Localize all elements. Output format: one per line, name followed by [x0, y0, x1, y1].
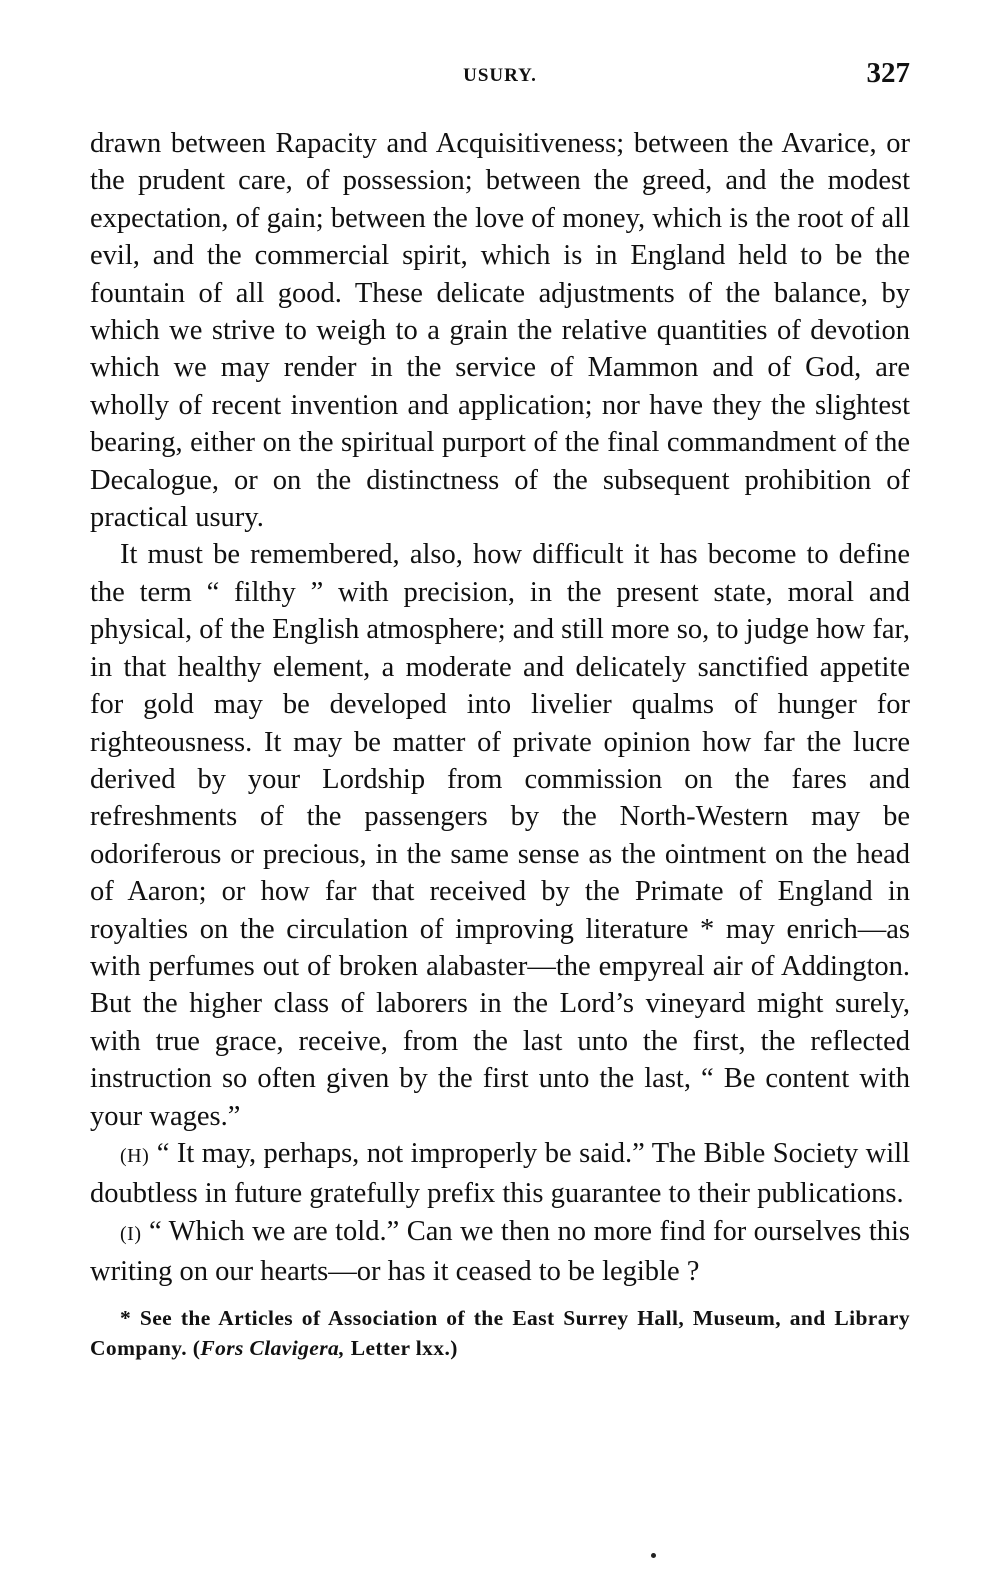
note-h-text: “ It may, perhaps, not improperly be said.” The Bible Society will doubtless in future gratefully prefix this guarantee to their publications.	[90, 1137, 911, 1210]
note-i-paragraph	[90, 1213, 910, 1291]
note-h-marker: (H)	[120, 1144, 150, 1167]
note-i-text: “ Which we are told.” Can we then no more find for ourselves this writing on our hearts—or has it ceased to be legible ?	[90, 1215, 911, 1288]
footnote-citation-open: (	[192, 1335, 201, 1360]
page-number: 327	[866, 57, 910, 89]
footnote-text: * See the Articles of Association of the East Surrey Hall, Museum, and Library Company.	[90, 1305, 910, 1360]
print-speck	[651, 1553, 656, 1558]
body-text	[90, 125, 910, 1291]
running-title: USURY.	[463, 65, 537, 86]
footnote	[90, 1303, 910, 1363]
book-page	[90, 55, 910, 1363]
paragraph-filthy-lucre: It must be remembered, also, how difficult it has become to define the term “ filthy ” with precision, in the present state, moral and physical, of the English atmosphere; and still more so, to judge how far, in that healthy element, a moderate and delicately sanctified appetite for gold may be developed into livelier qualms of hunger for righteousness. It may be matter of private opinion how far the lucre derived by your Lordship from commission on the fares and refreshments of the passengers by the North-Western may be odoriferous or precious, in the same sense as the ointment on the head of Aaron; or how far that received by the Primate of England in royalties on the circulation of improving literature * may enrich—as with perfumes out of broken alabaster—the empyreal air of Addington. But the higher class of laborers in the Lord’s vineyard might surely, with true grace, receive, from the last unto the first, the reflected instruction so often given by the first unto the last, “ Be content with your wages.”	[90, 539, 910, 1132]
footnote-citation-rest: Letter lxx.)	[350, 1335, 458, 1360]
note-i-marker: (I)	[120, 1222, 142, 1245]
note-h-paragraph	[90, 1135, 910, 1213]
paragraph-continuation: drawn between Rapacity and Acquisitiveness; between the Avarice, or the prudent care, of possession; between the greed, and the modest expectation, of gain; between the love of money, which is the root of all evil, and the commercial spirit, which is in England held to be the fountain of all good. These delicate adjustments of the balance, by which we strive to weigh to a grain the relative quantities of devotion which we may render in the service of Mammon and of God, are wholly of recent invention and application; nor have they the slightest bearing, either on the spiritual purport of the final commandment of the Decalogue, or on the distinctness of the subsequent prohibition of practical usury.	[90, 128, 910, 534]
footnote-citation-title: Fors Clavigera,	[200, 1335, 345, 1360]
running-head	[90, 55, 910, 97]
